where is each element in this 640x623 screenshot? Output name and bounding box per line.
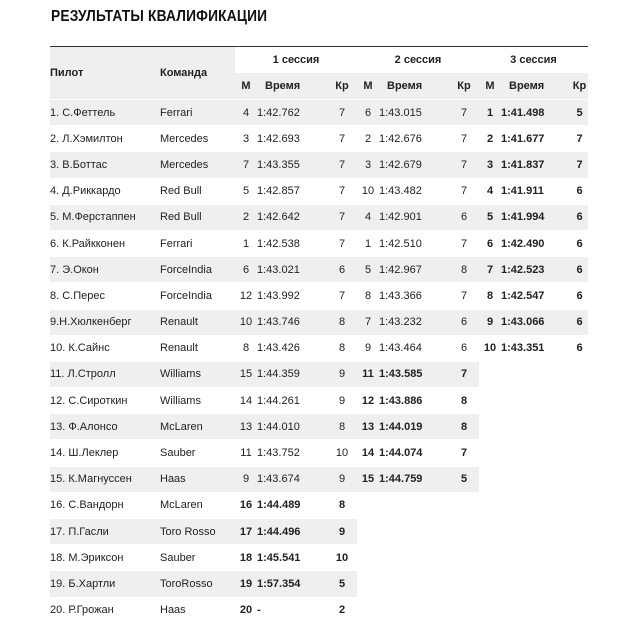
pilot-name: 7. Э.Окон	[50, 257, 160, 283]
s2-position: 5	[357, 257, 379, 283]
s3-time-empty	[501, 571, 571, 597]
table-row	[50, 597, 588, 623]
team-name: Sauber	[160, 440, 235, 466]
s1-position: 18	[235, 545, 257, 571]
s2-laps: 7	[449, 283, 479, 309]
s2-position: 11	[357, 361, 379, 387]
team-name: McLaren	[160, 492, 235, 518]
s1-position: 17	[235, 519, 257, 545]
team-name: Red Bull	[160, 178, 235, 204]
s1-position: 4	[235, 100, 257, 126]
s3-position: 9	[479, 309, 501, 335]
s2-time: 1:43.232	[379, 309, 449, 335]
pilot-name: 11. Л.Стролл	[50, 361, 160, 387]
pilot-name: 18. М.Эриксон	[50, 545, 160, 571]
table-row	[50, 571, 588, 597]
s3-time-empty	[501, 545, 571, 571]
s3-time-empty	[501, 440, 571, 466]
s2-laps: 8	[449, 257, 479, 283]
s3-laps-empty	[571, 519, 588, 545]
s3-position-empty	[479, 361, 501, 387]
s2-time: 1:42.967	[379, 257, 449, 283]
table-row	[50, 466, 588, 492]
s1-laps: 8	[327, 414, 357, 440]
s1-laps: 10	[327, 545, 357, 571]
s3-laps-empty	[571, 597, 588, 623]
s1-time: 1:42.642	[257, 204, 327, 230]
header-s1-pos: М	[235, 73, 257, 100]
header-team: Команда	[160, 47, 235, 100]
header-s1-laps: Кр	[327, 73, 357, 100]
s1-position: 1	[235, 230, 257, 256]
s3-position: 5	[479, 204, 501, 230]
s2-laps: 8	[449, 414, 479, 440]
s3-position-empty	[479, 571, 501, 597]
table-row	[50, 178, 588, 204]
s3-position: 10	[479, 335, 501, 361]
table-row	[50, 126, 588, 152]
pilot-name: 19. Б.Хартли	[50, 571, 160, 597]
team-name: Haas	[160, 597, 235, 623]
s1-laps: 9	[327, 388, 357, 414]
s1-laps: 6	[327, 257, 357, 283]
s2-position: 14	[357, 440, 379, 466]
s3-time: 1:43.066	[501, 309, 571, 335]
s2-laps-empty	[449, 571, 479, 597]
s2-laps: 5	[449, 466, 479, 492]
s3-time: 1:41.837	[501, 152, 571, 178]
table-row	[50, 335, 588, 361]
s3-laps-empty	[571, 361, 588, 387]
s2-time: 1:44.759	[379, 466, 449, 492]
s3-laps: 6	[571, 257, 588, 283]
s2-time: 1:43.464	[379, 335, 449, 361]
s2-position: 13	[357, 414, 379, 440]
pilot-name: 20. Р.Грожан	[50, 597, 160, 623]
table-row	[50, 152, 588, 178]
s2-time-empty	[379, 597, 449, 623]
pilot-name: 8. С.Перес	[50, 283, 160, 309]
team-name: Renault	[160, 335, 235, 361]
s1-laps: 7	[327, 100, 357, 126]
s1-laps: 9	[327, 361, 357, 387]
s2-position: 8	[357, 283, 379, 309]
s1-laps: 7	[327, 230, 357, 256]
s2-time: 1:42.510	[379, 230, 449, 256]
s3-laps: 6	[571, 178, 588, 204]
s1-laps: 7	[327, 152, 357, 178]
pilot-name: 16. С.Вандорн	[50, 492, 160, 518]
s1-time: 1:43.746	[257, 309, 327, 335]
table-row	[50, 519, 588, 545]
team-name: Renault	[160, 309, 235, 335]
s1-time: 1:44.261	[257, 388, 327, 414]
s1-laps: 8	[327, 309, 357, 335]
table-row	[50, 492, 588, 518]
s3-laps: 6	[571, 204, 588, 230]
pilot-name: 14. Ш.Леклер	[50, 440, 160, 466]
team-name: Toro Rosso	[160, 519, 235, 545]
s3-laps: 6	[571, 230, 588, 256]
s2-time: 1:42.676	[379, 126, 449, 152]
s2-time: 1:44.019	[379, 414, 449, 440]
s2-time: 1:43.366	[379, 283, 449, 309]
table-row	[50, 440, 588, 466]
s1-position: 3	[235, 126, 257, 152]
pilot-name: 12. С.Сироткин	[50, 388, 160, 414]
s1-position: 20	[235, 597, 257, 623]
s3-time: 1:42.547	[501, 283, 571, 309]
s2-laps: 8	[449, 388, 479, 414]
pilot-name: 15. К.Магнуссен	[50, 466, 160, 492]
team-name: Mercedes	[160, 126, 235, 152]
s3-time: 1:41.911	[501, 178, 571, 204]
s3-laps-empty	[571, 440, 588, 466]
s1-time: 1:43.992	[257, 283, 327, 309]
table-row	[50, 388, 588, 414]
pilot-name: 3. В.Боттас	[50, 152, 160, 178]
s3-laps: 7	[571, 126, 588, 152]
pilot-name: 10. К.Сайнс	[50, 335, 160, 361]
s3-time-empty	[501, 519, 571, 545]
s2-laps: 7	[449, 440, 479, 466]
header-s3-laps: Кр	[571, 73, 588, 100]
qualifying-results-table	[50, 46, 588, 623]
s2-laps: 6	[449, 309, 479, 335]
team-name: McLaren	[160, 414, 235, 440]
s2-time: 1:43.015	[379, 100, 449, 126]
s2-laps-empty	[449, 492, 479, 518]
s2-laps: 7	[449, 230, 479, 256]
team-name: ForceIndia	[160, 283, 235, 309]
s2-laps: 6	[449, 204, 479, 230]
s1-time: 1:43.752	[257, 440, 327, 466]
s3-laps-empty	[571, 414, 588, 440]
header-s2-time: Время	[379, 73, 449, 100]
s2-position: 6	[357, 100, 379, 126]
pilot-name: 2. Л.Хэмилтон	[50, 126, 160, 152]
s3-position: 2	[479, 126, 501, 152]
team-name: Red Bull	[160, 204, 235, 230]
team-name: Ferrari	[160, 230, 235, 256]
s2-time: 1:42.901	[379, 204, 449, 230]
pilot-name: 6. К.Райкконен	[50, 230, 160, 256]
page-title: РЕЗУЛЬТАТЫ КВАЛИФИКАЦИИ	[51, 8, 268, 25]
s2-time-empty	[379, 545, 449, 571]
header-session-1: 1 сессия	[235, 47, 357, 74]
s3-position-empty	[479, 388, 501, 414]
s2-time: 1:43.482	[379, 178, 449, 204]
s1-position: 16	[235, 492, 257, 518]
s2-time: 1:42.679	[379, 152, 449, 178]
s3-position: 3	[479, 152, 501, 178]
s2-position-empty	[357, 519, 379, 545]
s3-time-empty	[501, 388, 571, 414]
s1-time: 1:43.674	[257, 466, 327, 492]
s3-laps-empty	[571, 545, 588, 571]
s2-time-empty	[379, 492, 449, 518]
s3-laps: 6	[571, 335, 588, 361]
s2-laps: 7	[449, 100, 479, 126]
s2-laps: 7	[449, 178, 479, 204]
header-s3-pos: М	[479, 73, 501, 100]
table-row	[50, 545, 588, 571]
s3-laps: 5	[571, 100, 588, 126]
s3-position: 6	[479, 230, 501, 256]
s2-position: 10	[357, 178, 379, 204]
s1-time: 1:43.355	[257, 152, 327, 178]
team-name: Haas	[160, 466, 235, 492]
s1-laps: 7	[327, 283, 357, 309]
s3-position-empty	[479, 414, 501, 440]
s3-laps-empty	[571, 466, 588, 492]
s3-laps: 6	[571, 283, 588, 309]
s2-position-empty	[357, 545, 379, 571]
s2-time: 1:43.585	[379, 361, 449, 387]
s2-position: 1	[357, 230, 379, 256]
s1-laps: 8	[327, 335, 357, 361]
s3-time-empty	[501, 597, 571, 623]
team-name: ForceIndia	[160, 257, 235, 283]
s1-position: 6	[235, 257, 257, 283]
pilot-name: 13. Ф.Алонсо	[50, 414, 160, 440]
s1-position: 19	[235, 571, 257, 597]
s2-time-empty	[379, 571, 449, 597]
s3-laps-empty	[571, 492, 588, 518]
s3-time: 1:43.351	[501, 335, 571, 361]
s1-position: 12	[235, 283, 257, 309]
s2-time-empty	[379, 519, 449, 545]
s2-laps: 7	[449, 126, 479, 152]
s1-time: 1:43.021	[257, 257, 327, 283]
s3-time: 1:42.490	[501, 230, 571, 256]
s1-time: -	[257, 597, 327, 623]
s3-position-empty	[479, 519, 501, 545]
s1-time: 1:45.541	[257, 545, 327, 571]
s2-position-empty	[357, 571, 379, 597]
s3-time-empty	[501, 361, 571, 387]
s1-laps: 9	[327, 519, 357, 545]
s1-position: 9	[235, 466, 257, 492]
s3-position: 7	[479, 257, 501, 283]
s2-position: 12	[357, 388, 379, 414]
s1-position: 8	[235, 335, 257, 361]
header-session-2: 2 сессия	[357, 47, 479, 74]
s3-laps-empty	[571, 388, 588, 414]
s3-position: 8	[479, 283, 501, 309]
s1-laps: 10	[327, 440, 357, 466]
s1-position: 15	[235, 361, 257, 387]
s2-laps-empty	[449, 519, 479, 545]
team-name: Sauber	[160, 545, 235, 571]
s3-position-empty	[479, 492, 501, 518]
table-row	[50, 100, 588, 126]
s3-time: 1:41.677	[501, 126, 571, 152]
s3-time: 1:41.994	[501, 204, 571, 230]
team-name: Williams	[160, 361, 235, 387]
s3-position-empty	[479, 545, 501, 571]
s1-time: 1:43.426	[257, 335, 327, 361]
s3-laps: 6	[571, 309, 588, 335]
s1-laps: 7	[327, 178, 357, 204]
s2-position-empty	[357, 492, 379, 518]
team-name: ToroRosso	[160, 571, 235, 597]
s1-laps: 9	[327, 466, 357, 492]
table-row	[50, 257, 588, 283]
s2-position: 15	[357, 466, 379, 492]
s2-position: 9	[357, 335, 379, 361]
s1-position: 5	[235, 178, 257, 204]
s2-position-empty	[357, 597, 379, 623]
s1-position: 2	[235, 204, 257, 230]
s2-laps-empty	[449, 597, 479, 623]
s2-position: 2	[357, 126, 379, 152]
s1-time: 1:44.489	[257, 492, 327, 518]
s3-position: 1	[479, 100, 501, 126]
s1-position: 11	[235, 440, 257, 466]
header-session-3: 3 сессия	[479, 47, 588, 74]
s1-position: 13	[235, 414, 257, 440]
s3-time-empty	[501, 414, 571, 440]
s3-position: 4	[479, 178, 501, 204]
s3-position-empty	[479, 440, 501, 466]
pilot-name: 4. Д.Риккардо	[50, 178, 160, 204]
table-row	[50, 204, 588, 230]
s2-laps: 7	[449, 361, 479, 387]
s3-time-empty	[501, 466, 571, 492]
s3-position-empty	[479, 466, 501, 492]
s1-time: 1:44.359	[257, 361, 327, 387]
header-s2-laps: Кр	[449, 73, 479, 100]
s2-position: 3	[357, 152, 379, 178]
s3-time: 1:41.498	[501, 100, 571, 126]
s1-position: 10	[235, 309, 257, 335]
s2-laps: 6	[449, 335, 479, 361]
table-row	[50, 283, 588, 309]
header-s1-time: Время	[257, 73, 327, 100]
s3-laps-empty	[571, 571, 588, 597]
table-row	[50, 361, 588, 387]
team-name: Williams	[160, 388, 235, 414]
s1-laps: 8	[327, 492, 357, 518]
team-name: Ferrari	[160, 100, 235, 126]
s2-laps-empty	[449, 545, 479, 571]
s1-laps: 2	[327, 597, 357, 623]
s2-position: 7	[357, 309, 379, 335]
s2-position: 4	[357, 204, 379, 230]
results-body	[50, 100, 588, 623]
s1-time: 1:44.010	[257, 414, 327, 440]
s3-time: 1:42.523	[501, 257, 571, 283]
s1-laps: 7	[327, 204, 357, 230]
s1-time: 1:42.538	[257, 230, 327, 256]
s3-laps: 7	[571, 152, 588, 178]
s1-time: 1:42.693	[257, 126, 327, 152]
pilot-name: 9.Н.Хюлкенберг	[50, 309, 160, 335]
s2-time: 1:44.074	[379, 440, 449, 466]
team-name: Mercedes	[160, 152, 235, 178]
s1-time: 1:42.857	[257, 178, 327, 204]
pilot-name: 1. С.Феттель	[50, 100, 160, 126]
s1-laps: 7	[327, 126, 357, 152]
pilot-name: 17. П.Гасли	[50, 519, 160, 545]
s3-time-empty	[501, 492, 571, 518]
s2-laps: 7	[449, 152, 479, 178]
header-pilot: Пилот	[50, 47, 160, 100]
s1-position: 7	[235, 152, 257, 178]
s1-position: 14	[235, 388, 257, 414]
s3-position-empty	[479, 597, 501, 623]
s1-time: 1:57.354	[257, 571, 327, 597]
header-s3-time: Время	[501, 73, 571, 100]
table-row	[50, 230, 588, 256]
table-row	[50, 414, 588, 440]
s1-time: 1:44.496	[257, 519, 327, 545]
s2-time: 1:43.886	[379, 388, 449, 414]
table-row	[50, 309, 588, 335]
pilot-name: 5. М.Ферстаппен	[50, 204, 160, 230]
header-s2-pos: М	[357, 73, 379, 100]
s1-time: 1:42.762	[257, 100, 327, 126]
s1-laps: 5	[327, 571, 357, 597]
